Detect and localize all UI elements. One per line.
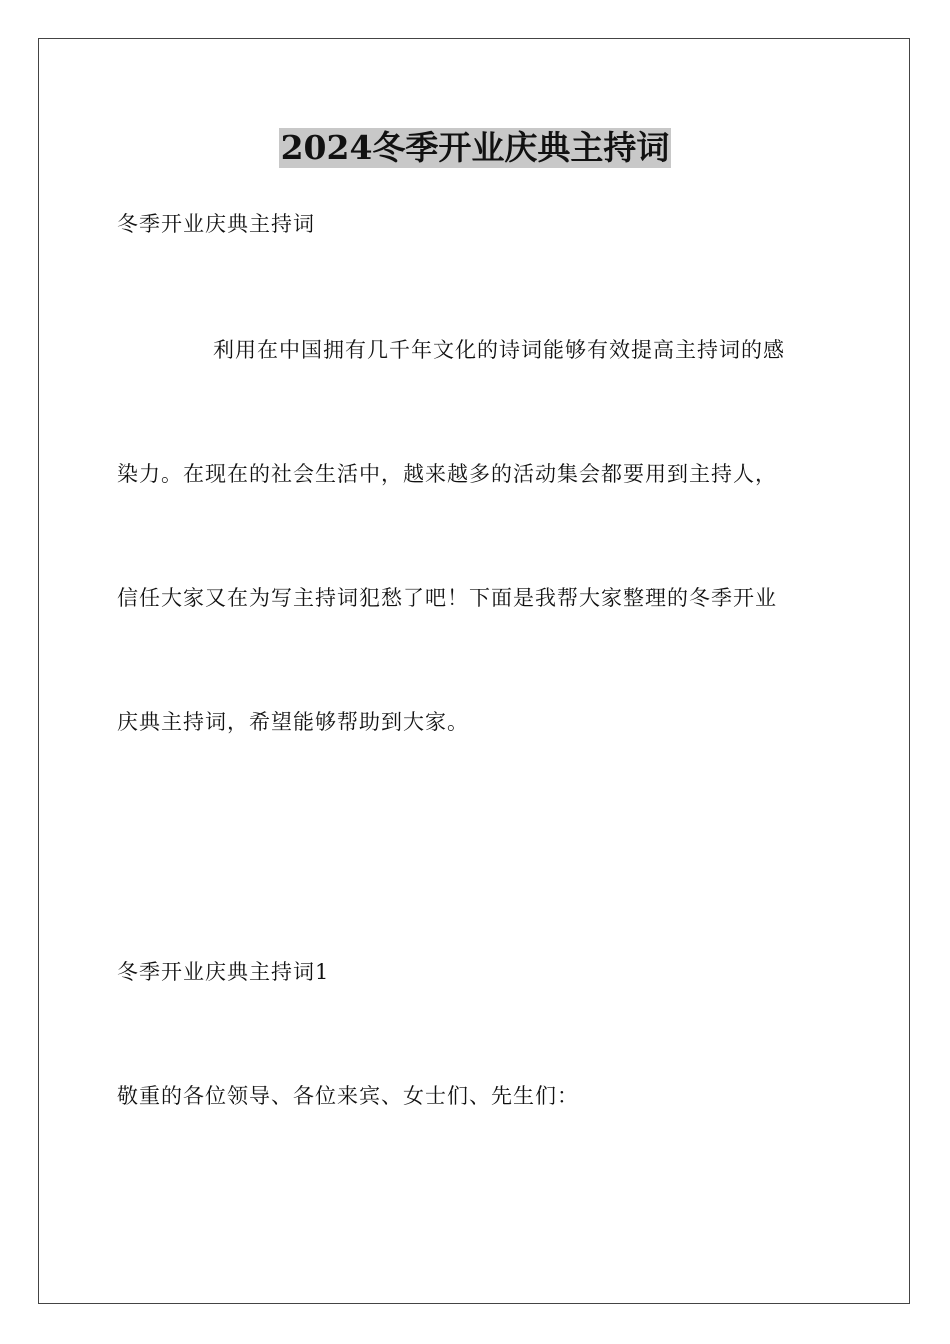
greeting-line: 敬重的各位领导、各位来宾、女士们、先生们：: [117, 1084, 579, 1108]
intro-line-4: 庆典主持词，希望能够帮助到大家。: [117, 710, 469, 734]
section-heading: 冬季开业庆典主持词1: [117, 960, 330, 984]
intro-line-2: 染力。在现在的社会生活中，越来越多的活动集会都要用到主持人，: [117, 462, 777, 486]
document-title: 2024冬季开业庆典主持词: [280, 128, 670, 167]
title-container: [0, 128, 950, 168]
intro-line-3: 信任大家又在为写主持词犯愁了吧！下面是我帮大家整理的冬季开业: [117, 586, 777, 610]
intro-line-1: 利用在中国拥有几千年文化的诗词能够有效提高主持词的感: [213, 338, 785, 362]
subtitle: 冬季开业庆典主持词: [117, 212, 315, 236]
